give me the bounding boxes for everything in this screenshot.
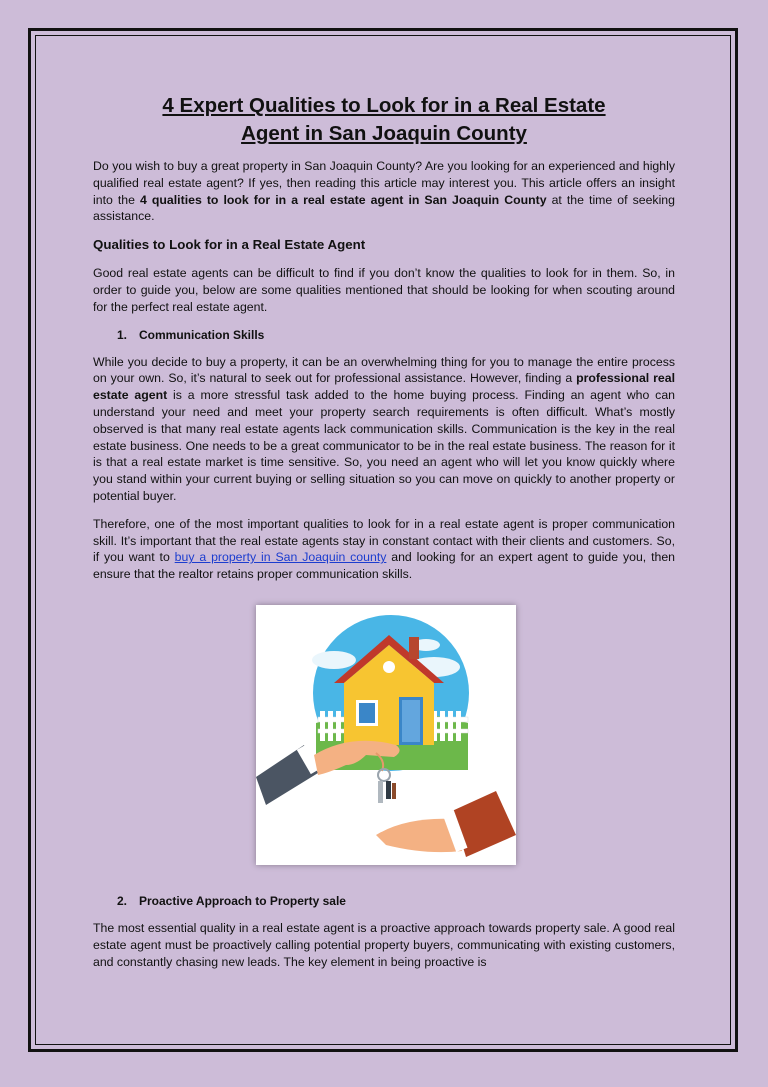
title-line-2: Agent in San Joaquin County: [241, 122, 527, 145]
section-heading: Qualities to Look for in a Real Estate Agent: [93, 237, 366, 253]
item-2-title: Proactive Approach to Property sale: [139, 894, 346, 908]
item-1-title: Communication Skills: [139, 327, 265, 342]
buy-property-link[interactable]: buy a property in San Joaquin county: [174, 550, 387, 565]
item-1-p2-text-end: and looking for an expert agent to guide you, then ensure that the realtor retains proper communication skills.: [93, 550, 676, 582]
intro-text: Do you wish to buy a great property in San Joaquin County? Are you looking for an experienced and highly qualified real estate agent? If yes, then reading this article may interest you. This article offers an insight into the: [93, 159, 675, 207]
item-2-paragraph-1: The most essential quality in a real estate agent is a proactive approach towards property sale. A good real estate agent must be proactively calling potential property buyers, communicating with existing customers, and constantly chasing new leads. The key element in being proactive is: [93, 921, 675, 969]
item-1-paragraph-2: [93, 516, 675, 583]
item-1-p1-text: While you decide to buy a property, it can be an overwhelming thing for you to manage the entire process on your own. So, it’s natural to seek out for professional assistance. However, finding a: [93, 354, 675, 386]
intro-text-end: at the time of seeking assistance.: [93, 192, 675, 224]
item-1-heading: [93, 327, 675, 343]
title-line-1: 4 Expert Qualities to Look for in a Real Estate: [162, 94, 606, 117]
item-1-p1-bold: professional real estate agent: [93, 371, 675, 403]
document-body: [93, 92, 675, 583]
section-intro-paragraph: Good real estate agents can be difficult to find if you don’t know the qualities to look for in them. So, in order to guide you, below are some qualities mentioned that should be looking for when scouting around for the perfect real estate agent.: [93, 266, 675, 314]
item-1-p2-text: Therefore, one of the most important qualities to look for in a real estate agent is proper communication skill. It’s important that the real estate agents stay in constant contact with their clients and customers. So, if you want to: [93, 516, 675, 565]
intro-paragraph: [93, 158, 675, 225]
document-title: [93, 92, 675, 148]
item-1-paragraph-1: [93, 354, 675, 505]
intro-bold-text: 4 qualities to look for in a real estate agent in San Joaquin County: [140, 192, 547, 207]
item-1-number: 1.: [117, 327, 128, 342]
house-keys-illustration: [256, 605, 516, 865]
item-2-number: 2.: [117, 894, 128, 908]
document-body-continued: [93, 893, 675, 970]
item-1-p1-text-end: is a more stressful task added to the home buying process. Finding an agent who can understand your need and meet your property search requirements is often difficult. What’s mostly observed is that many real estate agents lack communication skills. Communication is the key in the real estate business. One needs to be a great communicator to be in the real estate business. The reason for it is that a real estate market is time sensitive. So, you need an agent who will let you know quickly where you stand within your current buying or selling situation so you can move on quickly to another property or potential buyer.: [93, 388, 676, 503]
item-2-heading: [93, 893, 675, 909]
